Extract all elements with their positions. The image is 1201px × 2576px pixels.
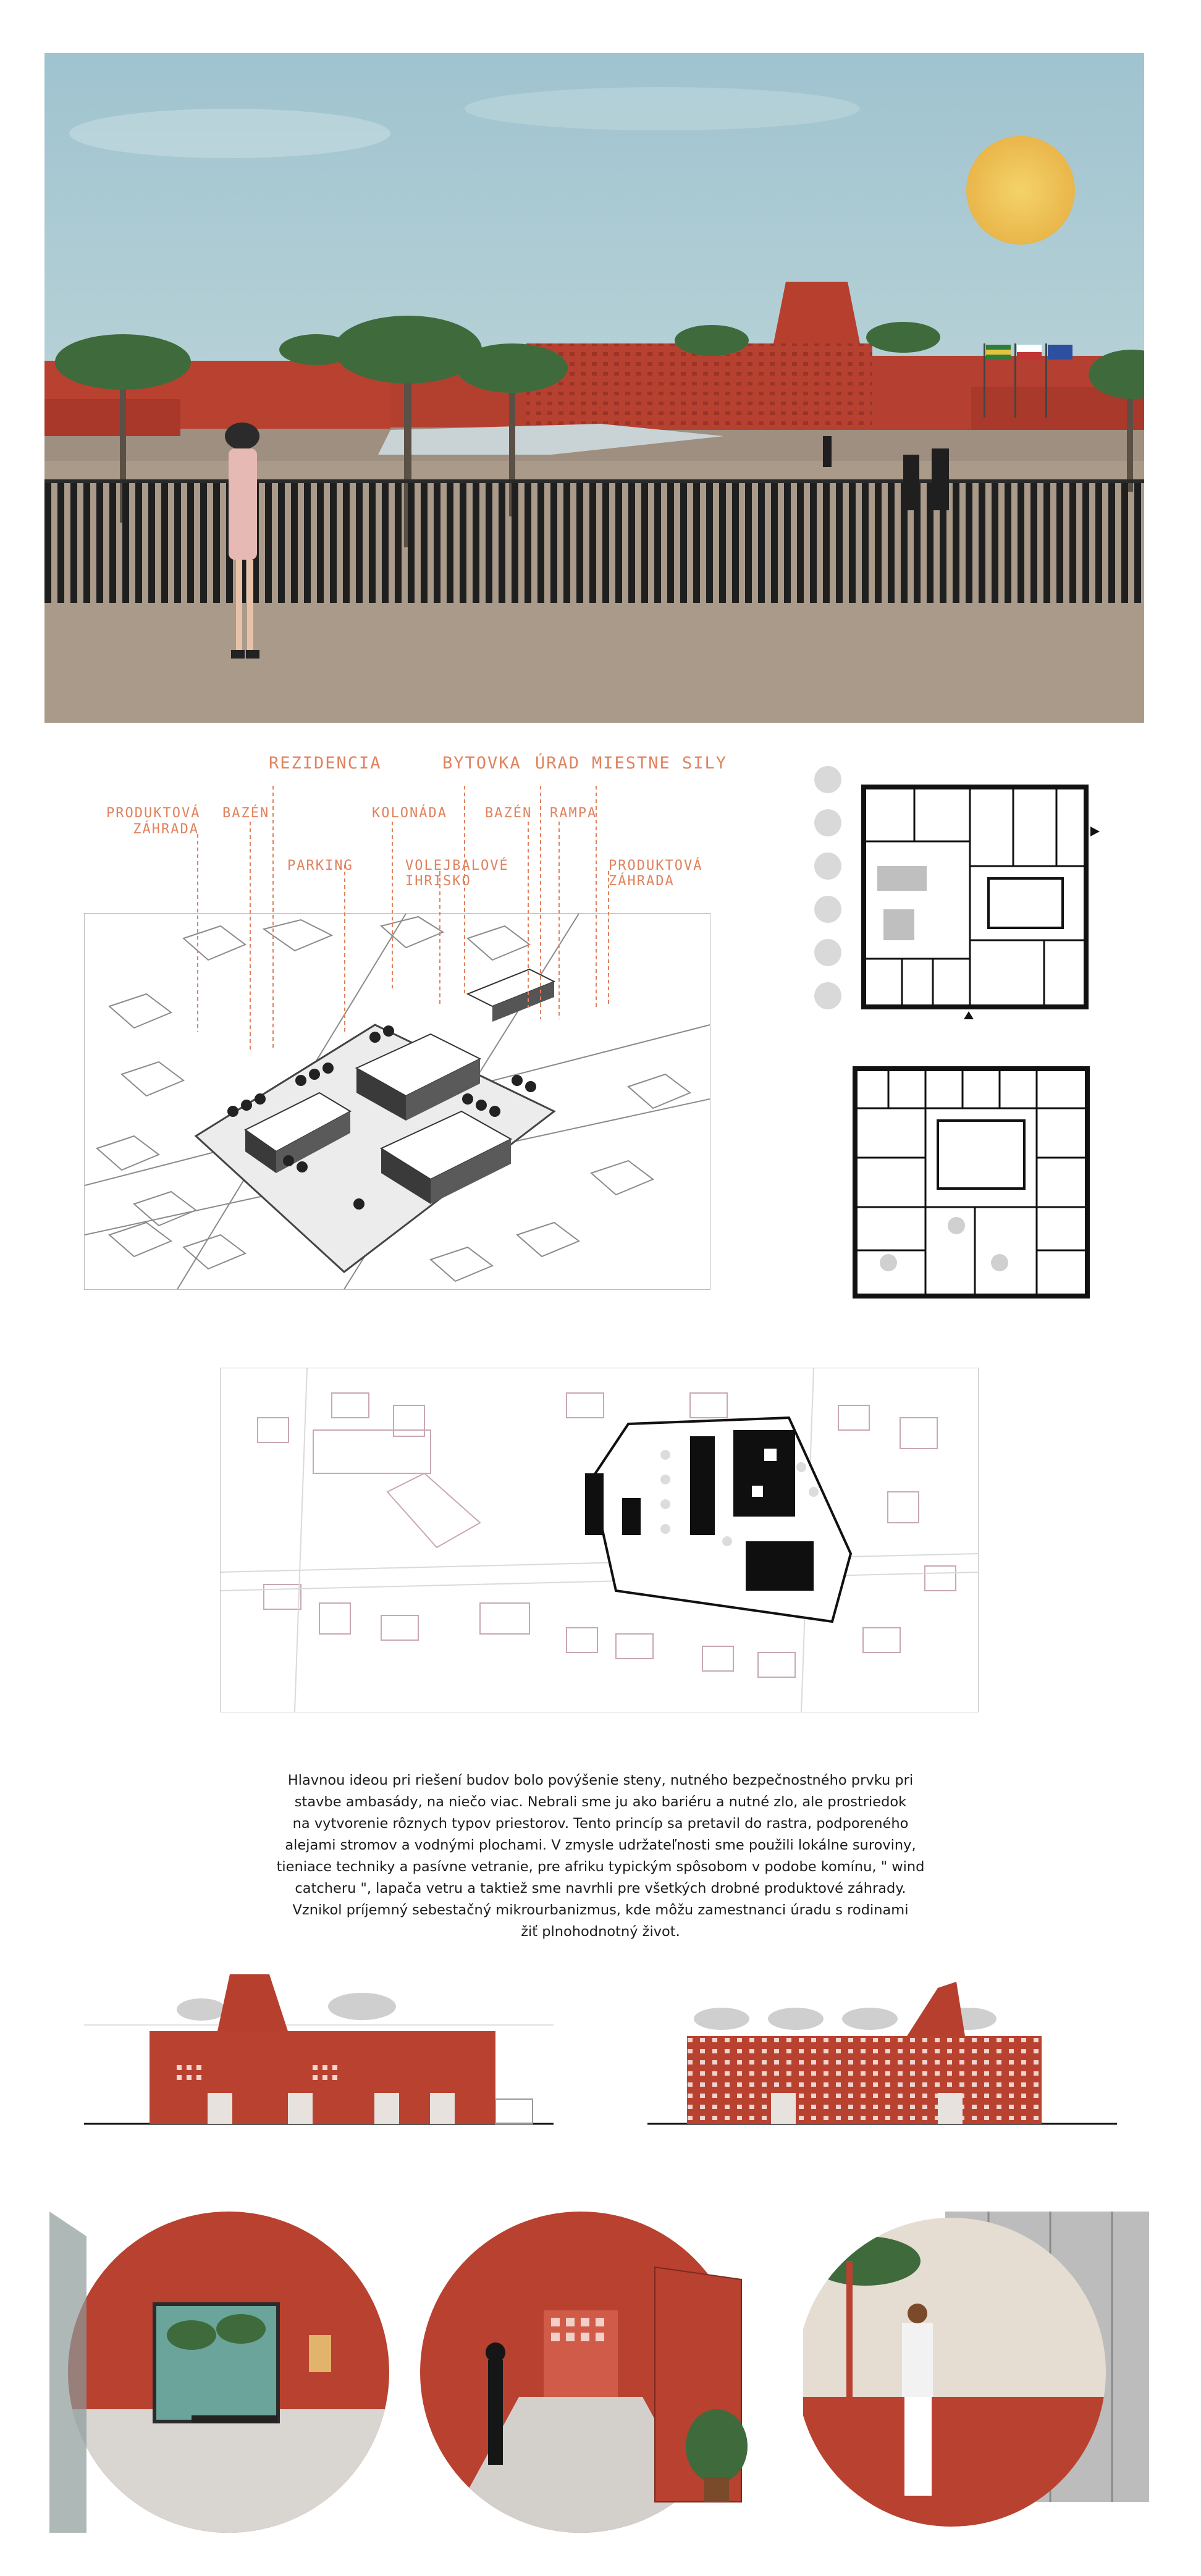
elevation-right bbox=[647, 1957, 1117, 2130]
label-urad: ÚRAD bbox=[535, 754, 581, 773]
hero-render bbox=[44, 53, 1144, 723]
label-bytovka: BYTOVKA bbox=[442, 754, 521, 773]
label-miestne-sily: MIESTNE SILY bbox=[592, 754, 728, 773]
floor-plan-ground bbox=[809, 755, 1131, 1033]
interior-vignette-center bbox=[395, 2212, 766, 2533]
label-rampa: RAMPA bbox=[550, 806, 597, 821]
project-description bbox=[222, 1770, 979, 1943]
interior-vignette-left bbox=[49, 2212, 395, 2533]
sun bbox=[966, 136, 1075, 245]
description-line: alejami stromov a vodnými plochami. V zmysle udržateľnosti sme použili lokálne suroviny, bbox=[285, 1837, 916, 1853]
description-line: stavbe ambasády, na niečo viac. Nebrali sme ju ako bariéru a nutné zlo, ale prostriedok bbox=[294, 1794, 907, 1810]
label-line: IHRISKO bbox=[405, 873, 471, 889]
floor-plan-upper bbox=[851, 1065, 1091, 1300]
label-line: PRODUKTOVÁ bbox=[609, 858, 703, 873]
label-volejbalove-ihrisko bbox=[405, 858, 509, 889]
description-line: Hlavnou ideou pri riešení budov bolo povýšenie steny, nutného bezpečnostného prvku pri bbox=[287, 1772, 914, 1788]
label-line: VOLEJBALOVÉ bbox=[405, 858, 509, 873]
label-parking: PARKING bbox=[287, 858, 353, 873]
label-line: PRODUKTOVÁ bbox=[106, 806, 201, 821]
label-bazen-left: BAZÉN bbox=[222, 806, 270, 821]
interior-vignette-right bbox=[803, 2212, 1149, 2533]
description-line: catcheru ", lapača vetru a taktiež sme navrhli pre všetkých drobné produktové záhrady. bbox=[295, 1880, 906, 1896]
label-rezidencia: REZIDENCIA bbox=[269, 754, 382, 773]
label-kolonada: KOLONÁDA bbox=[372, 806, 447, 821]
elevation-left bbox=[84, 1957, 554, 2130]
description-line: tieniace techniky a pasívne vetranie, pre afriku typickým spôsobom v podobe komínu, " wind bbox=[276, 1859, 925, 1875]
description-line: žiť plnohodnotný život. bbox=[521, 1924, 680, 1940]
description-line: Vznikol príjemný sebestačný mikrourbanizmus, kde môžu zamestnanci úradu s rodinami bbox=[292, 1902, 909, 1918]
description-line: na vytvorenie rôznych typov priestorov. Tento princíp sa pretavil do rastra, podporeného bbox=[292, 1816, 909, 1832]
label-line: ZÁHRADA bbox=[609, 873, 675, 889]
label-bazen-right: BAZÉN bbox=[485, 806, 533, 821]
label-line: ZÁHRADA bbox=[133, 822, 199, 837]
master-plan bbox=[220, 1368, 979, 1712]
label-produktova-zahrada-right bbox=[609, 858, 702, 889]
label-produktova-zahrada-left bbox=[106, 806, 199, 838]
